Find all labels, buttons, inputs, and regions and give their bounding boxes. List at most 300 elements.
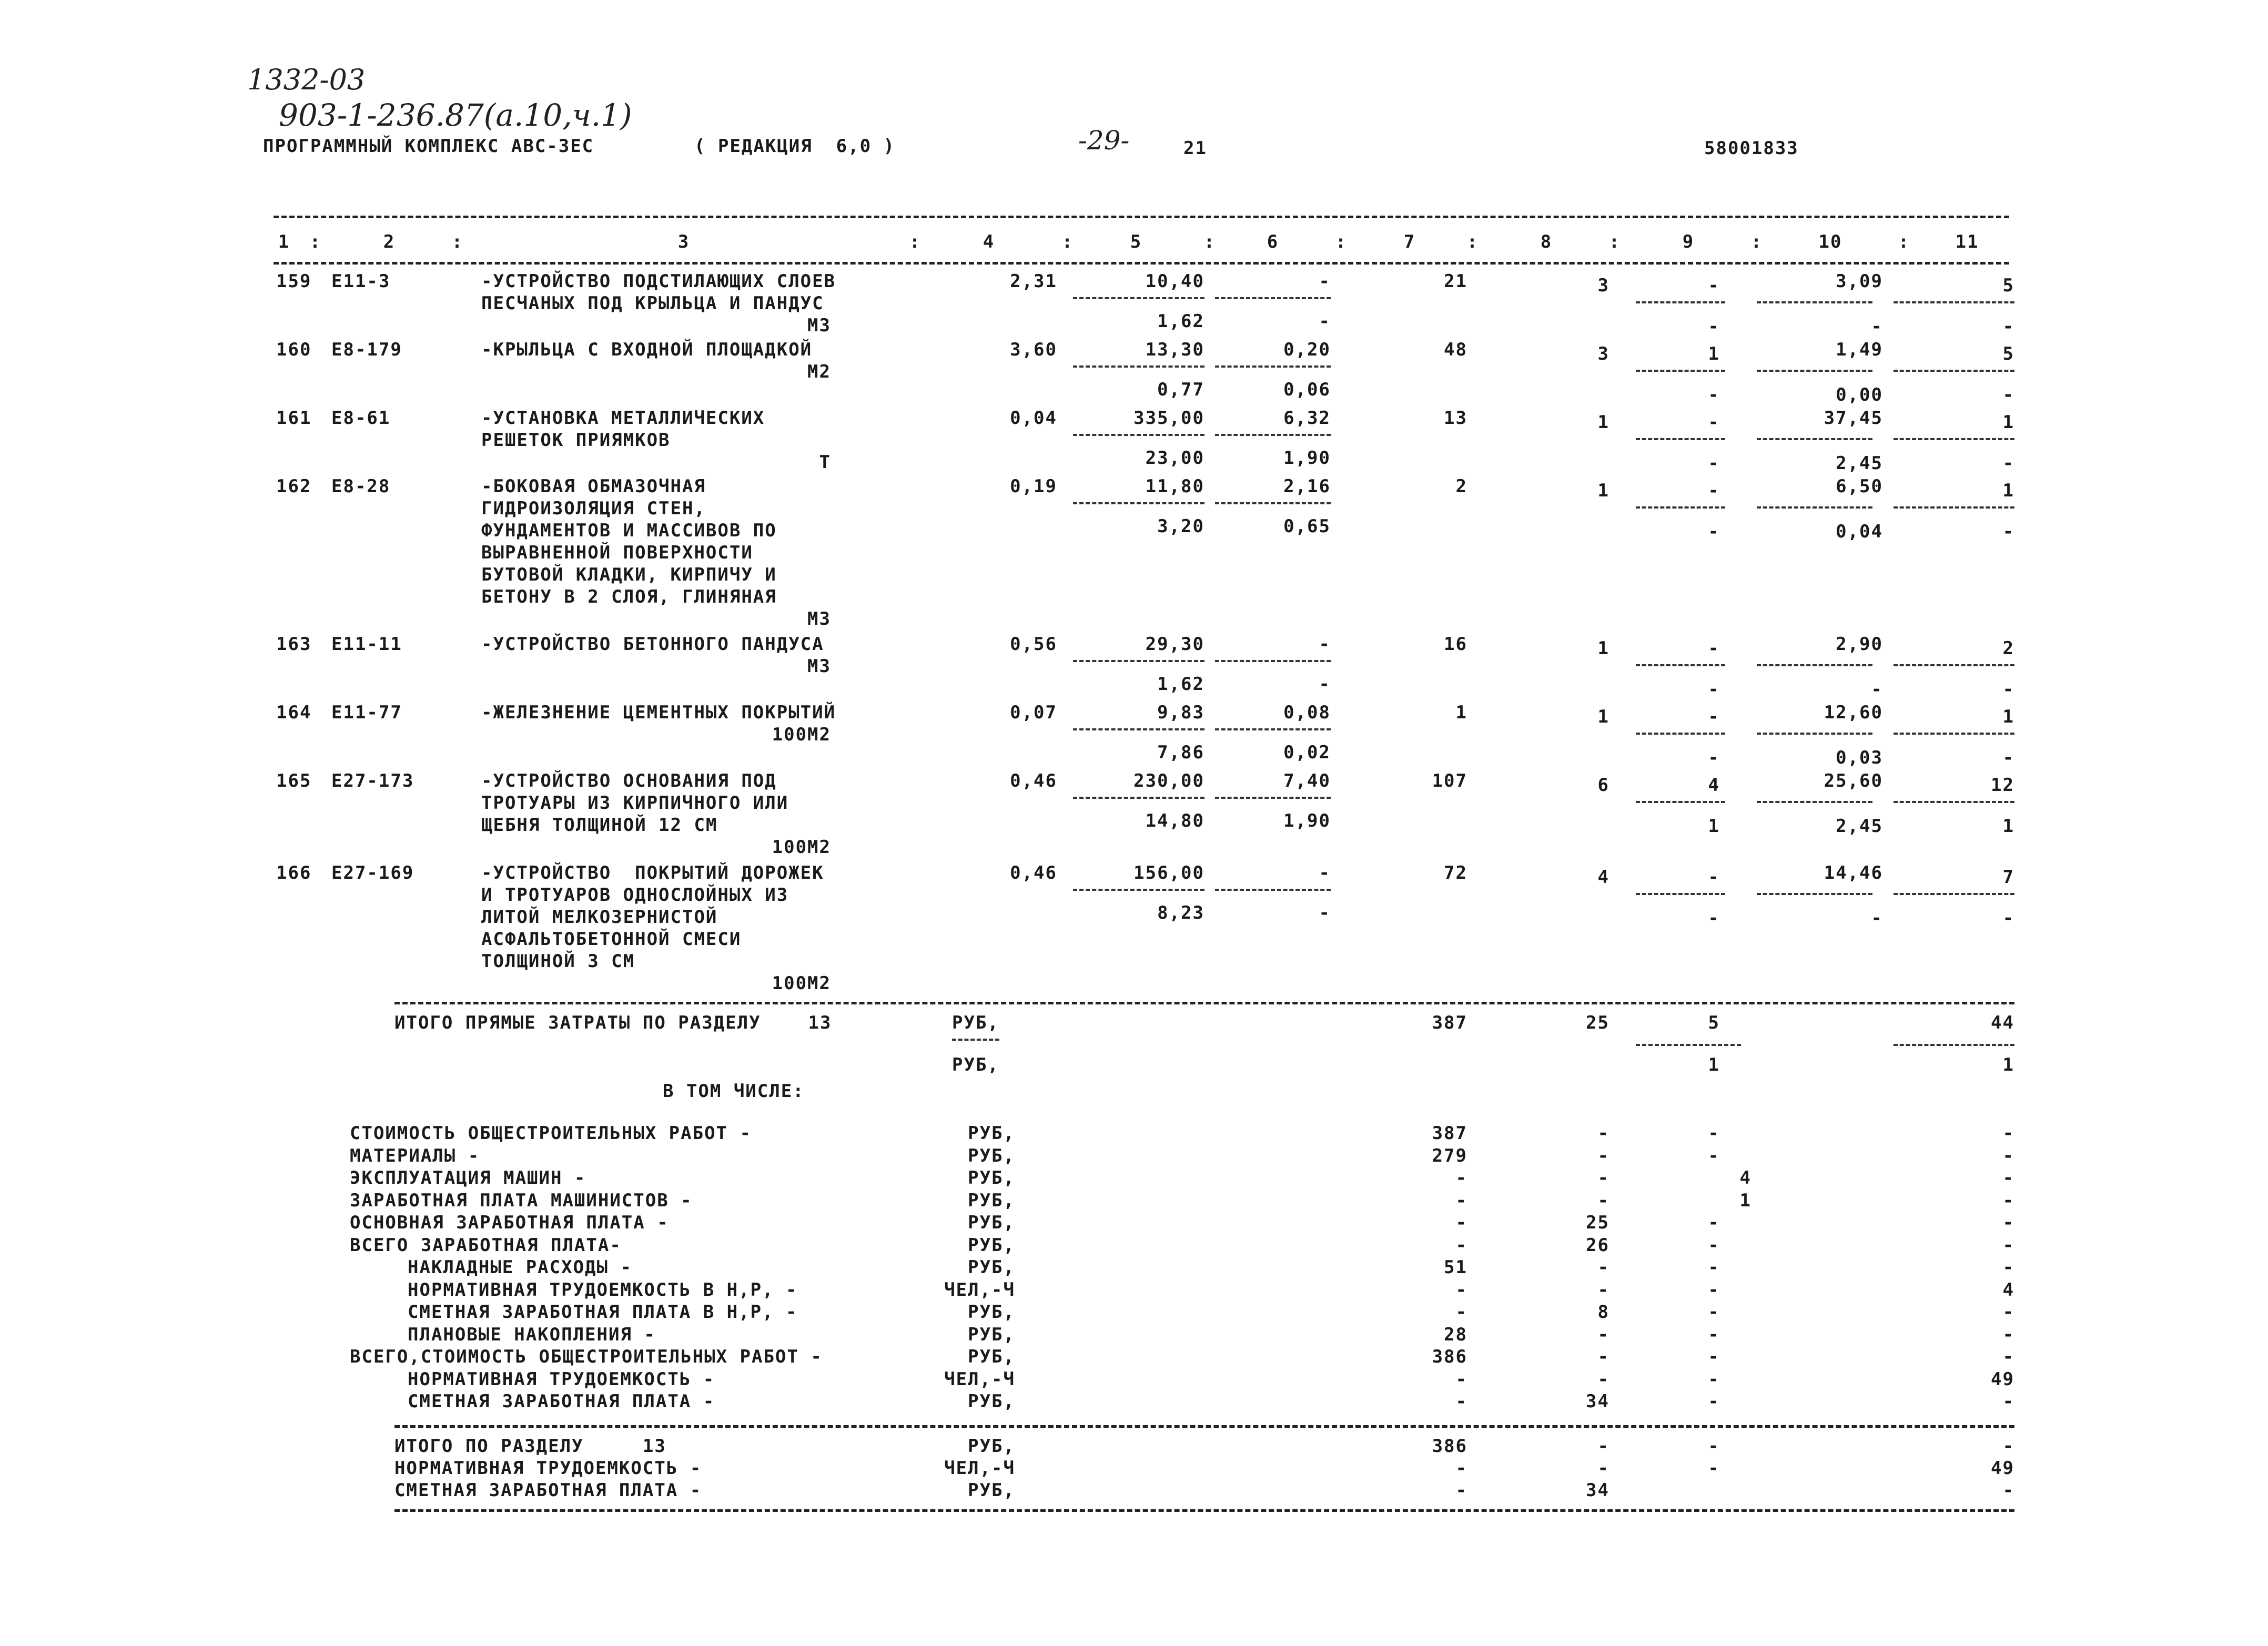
cell-machine-cost: -	[1319, 271, 1331, 292]
cell-unit-cost: 13,30	[1145, 339, 1204, 360]
breakdown-label: НОРМАТИВНАЯ ТРУДОЕМКОСТЬ -	[408, 1368, 715, 1390]
breakdown-machine: -	[1708, 1234, 1720, 1256]
column-header-11: 11	[1955, 231, 1979, 252]
breakdown-wage: 25	[1586, 1212, 1609, 1233]
row-unit: М3	[807, 656, 831, 677]
cell-wage-total: 1	[1597, 638, 1609, 659]
section-total-cost: -	[1455, 1458, 1467, 1479]
breakdown-total: -	[1455, 1190, 1467, 1211]
cell-total-cost: 107	[1432, 770, 1467, 791]
row-description-line: -КРЫЛЬЦА С ВХОДНОЙ ПЛОЩАДКОЙ	[481, 339, 813, 360]
cell-total-cost: 21	[1444, 271, 1467, 292]
cell-labor: 1,49	[1836, 339, 1883, 360]
cell-machine-wage-total: -	[1708, 747, 1720, 768]
breakdown-machine-extra: 4	[1739, 1167, 1751, 1188]
cell-machine-total: -	[1708, 706, 1720, 727]
cell-divider	[1636, 801, 1725, 803]
column-header-3: 3	[677, 231, 690, 252]
row-description-line: -УСТАНОВКА МЕТАЛЛИЧЕСКИХ	[481, 408, 765, 429]
cell-divider	[1757, 370, 1872, 372]
cell-labor: 2,90	[1836, 634, 1883, 655]
section-total-labor: -	[2002, 1480, 2014, 1501]
breakdown-unit: РУБ,	[968, 1123, 1015, 1144]
cell-machine-total: -	[1708, 480, 1720, 501]
cell-labor-total: 5	[2002, 275, 2014, 296]
cell-divider	[1894, 733, 2014, 735]
cell-machine-wage: -	[1319, 311, 1331, 332]
cell-labor-machinist-total: -	[2002, 453, 2014, 474]
row-number: 165	[276, 770, 312, 791]
cell-divider	[1757, 301, 1872, 303]
cell-divider	[1757, 438, 1872, 440]
section-total-cost: 386	[1432, 1436, 1467, 1457]
cell-quantity: 2,31	[1010, 271, 1057, 292]
total-direct-cost: 387	[1432, 1012, 1467, 1033]
cell-unit-cost-wage: 23,00	[1145, 448, 1204, 469]
cell-divider	[1757, 664, 1872, 666]
breakdown-machine: -	[1708, 1346, 1720, 1367]
cell-labor-machinist: -	[1871, 908, 1883, 929]
cell-wage-total: 3	[1597, 275, 1609, 296]
section-total-bottom-rule	[394, 1509, 2014, 1512]
breakdown-wage: -	[1597, 1346, 1609, 1367]
breakdown-machine: -	[1708, 1257, 1720, 1278]
document-code: 58001833	[1704, 138, 1799, 159]
row-description-line: БЕТОНУ В 2 СЛОЯ, ГЛИНЯНАЯ	[481, 586, 777, 607]
row-unit: 100М2	[772, 973, 831, 994]
total-direct-labor: 44	[1991, 1012, 2014, 1033]
cell-machine-wage: 1,90	[1283, 448, 1331, 469]
column-header-1: 1	[278, 231, 290, 252]
breakdown-wage: -	[1597, 1279, 1609, 1300]
cell-unit-cost-wage: 1,62	[1157, 311, 1204, 332]
breakdown-labor: -	[2002, 1257, 2014, 1278]
breakdown-labor: 4	[2002, 1279, 2014, 1300]
cell-divider	[1073, 889, 1204, 891]
cell-labor: 6,50	[1836, 476, 1883, 497]
cell-total-cost: 2	[1455, 476, 1467, 497]
cell-divider	[1757, 893, 1872, 895]
cell-divider	[1894, 301, 2014, 303]
column-divider: :	[1061, 231, 1074, 252]
row-description-line: -УСТРОЙСТВО БЕТОННОГО ПАНДУСА	[481, 634, 824, 655]
breakdown-total: -	[1455, 1302, 1467, 1323]
cell-wage-total: 4	[1597, 867, 1609, 888]
breakdown-wage: -	[1597, 1257, 1609, 1278]
breakdown-machine: -	[1708, 1368, 1720, 1390]
breakdown-unit: РУБ,	[968, 1190, 1015, 1211]
row-code: Е8-61	[331, 408, 391, 429]
breakdown-label: СМЕТНАЯ ЗАРАБОТНАЯ ПЛАТА В Н,Р, -	[408, 1302, 798, 1323]
cell-machine-total: 4	[1708, 775, 1720, 796]
cell-divider	[1894, 664, 2014, 666]
row-description-line: ВЫРАВНЕННОЙ ПОВЕРХНОСТИ	[481, 542, 753, 563]
cell-labor-machinist: 0,04	[1836, 521, 1883, 542]
breakdown-labor: -	[2002, 1212, 2014, 1233]
header-top-rule	[274, 216, 2009, 218]
row-code: Е8-28	[331, 476, 391, 497]
cell-divider	[1073, 660, 1204, 662]
breakdown-machine: -	[1708, 1123, 1720, 1144]
row-code: Е11-3	[331, 271, 391, 292]
row-description-line: РЕШЕТОК ПРИЯМКОВ	[481, 430, 671, 451]
breakdown-unit: РУБ,	[968, 1167, 1015, 1188]
cell-wage-total: 1	[1597, 706, 1609, 727]
cell-labor-total: 1	[2002, 480, 2014, 501]
breakdown-labor: 49	[1991, 1368, 2014, 1390]
row-description-line: ФУНДАМЕНТОВ И МАССИВОВ ПО	[481, 520, 777, 541]
cell-machine-wage-total: 1	[1708, 816, 1720, 837]
section-total-labor: -	[2002, 1436, 2014, 1457]
column-header-7: 7	[1403, 231, 1416, 252]
breakdown-unit: РУБ,	[968, 1324, 1015, 1345]
cell-divider	[1073, 728, 1204, 730]
breakdown-label: ВСЕГО,СТОИМОСТЬ ОБЩЕСТРОИТЕЛЬНЫХ РАБОТ -	[350, 1346, 823, 1367]
row-code: Е27-169	[331, 862, 414, 883]
breakdown-machine-extra: 1	[1739, 1190, 1751, 1211]
cell-machine-wage: -	[1319, 674, 1331, 695]
row-description-line: -БОКОВАЯ ОБМАЗОЧНАЯ	[481, 476, 706, 497]
cell-labor-machinist-total: -	[2002, 679, 2014, 700]
row-description-line: ГИДРОИЗОЛЯЦИЯ СТЕН,	[481, 498, 706, 519]
row-description-line: АСФАЛЬТОБЕТОННОЙ СМЕСИ	[481, 929, 742, 950]
cell-divider	[1073, 797, 1204, 799]
breakdown-labor: -	[2002, 1324, 2014, 1345]
row-unit: М3	[807, 608, 831, 629]
cell-divider	[1636, 893, 1725, 895]
breakdown-unit: РУБ,	[968, 1145, 1015, 1166]
row-code: Е27-173	[331, 770, 414, 791]
handwritten-doc-number: 1332-03	[247, 63, 366, 96]
cell-machine-wage-total: -	[1708, 453, 1720, 474]
row-unit: М3	[807, 315, 831, 336]
cell-total-cost: 13	[1444, 408, 1467, 429]
cell-machine-wage: 1,90	[1283, 810, 1331, 831]
cell-unit-cost-wage: 8,23	[1157, 902, 1204, 923]
including-label: В ТОМ ЧИСЛЕ:	[663, 1081, 805, 1102]
cell-quantity: 3,60	[1010, 339, 1057, 360]
cell-machine-cost: -	[1319, 634, 1331, 655]
row-description-line: -ЖЕЛЕЗНЕНИЕ ЦЕМЕНТНЫХ ПОКРЫТИЙ	[481, 702, 836, 723]
cell-labor-machinist-total: 1	[2002, 816, 2014, 837]
total-direct-wage: 25	[1586, 1012, 1609, 1033]
breakdown-total: 387	[1432, 1123, 1467, 1144]
section-total-unit: ЧЕЛ,-Ч	[944, 1458, 1015, 1479]
cell-quantity: 0,46	[1010, 770, 1057, 791]
breakdown-unit: ЧЕЛ,-Ч	[944, 1368, 1015, 1390]
cell-quantity: 0,19	[1010, 476, 1057, 497]
breakdown-label: СТОИМОСТЬ ОБЩЕСТРОИТЕЛЬНЫХ РАБОТ -	[350, 1123, 752, 1144]
breakdown-label: МАТЕРИАЛЫ -	[350, 1145, 480, 1166]
cell-total-cost: 16	[1444, 634, 1467, 655]
cell-wage-total: 1	[1597, 412, 1609, 433]
cell-divider	[1073, 297, 1204, 299]
breakdown-label: ПЛАНОВЫЕ НАКОПЛЕНИЯ -	[408, 1324, 656, 1345]
cell-machine-total: 1	[1708, 343, 1720, 364]
total-direct-divider	[1894, 1044, 2014, 1046]
cell-divider	[1636, 438, 1725, 440]
breakdown-total: -	[1455, 1368, 1467, 1390]
breakdown-label: СМЕТНАЯ ЗАРАБОТНАЯ ПЛАТА -	[408, 1391, 715, 1412]
cell-machine-cost: -	[1319, 862, 1331, 883]
cell-divider	[1073, 365, 1204, 368]
breakdown-wage: -	[1597, 1123, 1609, 1144]
row-unit: Т	[819, 452, 831, 473]
cell-labor-machinist: -	[1871, 679, 1883, 700]
cell-unit-cost-wage: 1,62	[1157, 674, 1204, 695]
cell-divider	[1757, 801, 1872, 803]
column-divider: :	[451, 231, 464, 252]
cell-divider	[1636, 370, 1725, 372]
breakdown-labor: -	[2002, 1302, 2014, 1323]
sheet-number: 21	[1183, 138, 1207, 159]
cell-wage-total: 1	[1597, 480, 1609, 501]
cell-divider	[1215, 502, 1331, 504]
breakdown-total: 51	[1444, 1257, 1467, 1278]
cell-labor-total: 7	[2002, 867, 2014, 888]
row-description-line: ТОЛЩИНОЙ 3 СМ	[481, 951, 635, 972]
cell-labor-machinist: 2,45	[1836, 816, 1883, 837]
cell-divider	[1894, 801, 2014, 803]
breakdown-labor: -	[2002, 1123, 2014, 1144]
breakdown-labor: -	[2002, 1346, 2014, 1367]
section-total-top-rule	[394, 1425, 2014, 1428]
section-total-label: НОРМАТИВНАЯ ТРУДОЕМКОСТЬ -	[394, 1458, 702, 1479]
cell-machine-wage: 0,06	[1283, 379, 1331, 400]
cell-divider	[1215, 660, 1331, 662]
breakdown-machine: -	[1708, 1324, 1720, 1345]
cell-labor-total: 1	[2002, 706, 2014, 727]
breakdown-total: 279	[1432, 1145, 1467, 1166]
column-header-10: 10	[1818, 231, 1842, 252]
cell-labor-machinist: 0,03	[1836, 747, 1883, 768]
total-direct-machine: 5	[1708, 1012, 1720, 1033]
total-direct-unit: РУБ,	[952, 1012, 999, 1033]
row-description-line: ПЕСЧАНЫХ ПОД КРЫЛЬЦА И ПАНДУС	[481, 293, 824, 314]
section-total-unit: РУБ,	[968, 1436, 1015, 1457]
column-header-6: 6	[1267, 231, 1279, 252]
cell-machine-wage: -	[1319, 902, 1331, 923]
cell-machine-total: -	[1708, 412, 1720, 433]
handwritten-page-number: -29-	[1078, 125, 1130, 156]
header-bottom-rule	[274, 262, 2009, 265]
cell-divider	[1894, 438, 2014, 440]
breakdown-machine: -	[1708, 1212, 1720, 1233]
cell-divider	[1894, 370, 2014, 372]
totals-top-rule	[394, 1002, 2014, 1004]
cell-unit-cost: 335,00	[1133, 408, 1204, 429]
row-number: 160	[276, 339, 312, 360]
column-header-5: 5	[1130, 231, 1142, 252]
section-total-labor: 49	[1991, 1458, 2014, 1479]
cell-quantity: 0,46	[1010, 862, 1057, 883]
cell-labor-machinist: -	[1871, 316, 1883, 337]
cell-machine-wage-total: -	[1708, 521, 1720, 542]
cell-machine-wage-total: -	[1708, 316, 1720, 337]
breakdown-labor: -	[2002, 1234, 2014, 1256]
column-divider: :	[309, 231, 322, 252]
row-description-line: ТРОТУАРЫ ИЗ КИРПИЧНОГО ИЛИ	[481, 792, 789, 814]
cell-machine-wage: 0,65	[1283, 516, 1331, 537]
row-code: Е8-179	[331, 339, 402, 360]
row-number: 161	[276, 408, 312, 429]
handwritten-project-code: 903-1-236.87(а.10,ч.1)	[279, 97, 632, 133]
column-divider: :	[1750, 231, 1763, 252]
cell-unit-cost-wage: 3,20	[1157, 516, 1204, 537]
cell-labor-machinist-total: -	[2002, 316, 2014, 337]
breakdown-machine: -	[1708, 1302, 1720, 1323]
cell-machine-cost: 2,16	[1283, 476, 1331, 497]
cell-machine-wage-total: -	[1708, 679, 1720, 700]
breakdown-wage: -	[1597, 1324, 1609, 1345]
column-divider: :	[1203, 231, 1216, 252]
cell-labor: 14,46	[1824, 862, 1883, 883]
breakdown-unit: РУБ,	[968, 1257, 1015, 1278]
breakdown-unit: РУБ,	[968, 1302, 1015, 1323]
breakdown-label: ВСЕГО ЗАРАБОТНАЯ ПЛАТА-	[350, 1234, 622, 1256]
cell-labor-total: 2	[2002, 638, 2014, 659]
total-direct-divider	[952, 1039, 999, 1041]
cell-divider	[1636, 301, 1725, 303]
breakdown-wage: 8	[1597, 1302, 1609, 1323]
cell-divider	[1894, 893, 2014, 895]
breakdown-label: ОСНОВНАЯ ЗАРАБОТНАЯ ПЛАТА -	[350, 1212, 669, 1233]
column-divider: :	[1335, 231, 1348, 252]
cell-unit-cost: 10,40	[1145, 271, 1204, 292]
breakdown-unit: РУБ,	[968, 1346, 1015, 1367]
cell-divider	[1636, 733, 1725, 735]
breakdown-label: НАКЛАДНЫЕ РАСХОДЫ -	[408, 1257, 632, 1278]
cell-machine-wage: 0,02	[1283, 742, 1331, 763]
cell-labor-total: 5	[2002, 343, 2014, 364]
row-number: 166	[276, 862, 312, 883]
total-direct-divider	[1636, 1044, 1741, 1046]
edition-label: ( РЕДАКЦИЯ 6,0 )	[694, 136, 895, 157]
breakdown-wage: -	[1597, 1190, 1609, 1211]
cell-unit-cost: 230,00	[1133, 770, 1204, 791]
cell-machine-total: -	[1708, 867, 1720, 888]
row-description-line: -УСТРОЙСТВО ОСНОВАНИЯ ПОД	[481, 770, 777, 791]
row-code: Е11-77	[331, 702, 402, 723]
breakdown-unit: РУБ,	[968, 1391, 1015, 1412]
cell-machine-total: -	[1708, 638, 1720, 659]
row-description-line: -УСТРОЙСТВО ПОДСТИЛАЮЩИХ СЛОЕВ	[481, 271, 836, 292]
row-unit: М2	[807, 361, 831, 382]
row-description-line: -УСТРОЙСТВО ПОКРЫТИЙ ДОРОЖЕК	[481, 862, 824, 883]
cell-machine-cost: 0,08	[1283, 702, 1331, 723]
breakdown-wage: -	[1597, 1167, 1609, 1188]
cell-divider	[1757, 506, 1872, 509]
cell-unit-cost-wage: 7,86	[1157, 742, 1204, 763]
cell-labor-total: 1	[2002, 412, 2014, 433]
cell-labor-total: 12	[1991, 775, 2014, 796]
total-direct-machine-wage: 1	[1708, 1054, 1720, 1075]
total-direct-labor-2: 1	[2002, 1054, 2014, 1075]
cell-divider	[1636, 506, 1725, 509]
breakdown-label: ЗАРАБОТНАЯ ПЛАТА МАШИНИСТОВ -	[350, 1190, 693, 1211]
row-number: 163	[276, 634, 312, 655]
cell-labor: 37,45	[1824, 408, 1883, 429]
column-header-8: 8	[1540, 231, 1553, 252]
column-header-4: 4	[983, 231, 995, 252]
cell-divider	[1215, 297, 1331, 299]
cell-machine-total: -	[1708, 275, 1720, 296]
row-number: 159	[276, 271, 312, 292]
cell-divider	[1215, 889, 1331, 891]
cell-machine-cost: 7,40	[1283, 770, 1331, 791]
cell-unit-cost: 9,83	[1157, 702, 1204, 723]
breakdown-total: 28	[1444, 1324, 1467, 1345]
breakdown-labor: -	[2002, 1391, 2014, 1412]
section-total-wage: 34	[1586, 1480, 1609, 1501]
breakdown-unit: РУБ,	[968, 1212, 1015, 1233]
section-total-machine: -	[1708, 1458, 1720, 1479]
row-number: 162	[276, 476, 312, 497]
cell-machine-wage-total: -	[1708, 908, 1720, 929]
cell-labor-machinist-total: -	[2002, 384, 2014, 405]
cell-wage-total: 6	[1597, 775, 1609, 796]
breakdown-wage: -	[1597, 1368, 1609, 1390]
cell-labor-machinist: 0,00	[1836, 384, 1883, 405]
column-divider: :	[909, 231, 922, 252]
row-description-line: ЩЕБНЯ ТОЛЩИНОЙ 12 СМ	[481, 815, 718, 836]
cell-labor-machinist-total: -	[2002, 521, 2014, 542]
row-description-line: БУТОВОЙ КЛАДКИ, КИРПИЧУ И	[481, 564, 777, 585]
column-divider: :	[1608, 231, 1621, 252]
breakdown-total: -	[1455, 1212, 1467, 1233]
section-total-cost: -	[1455, 1480, 1467, 1501]
column-header-9: 9	[1682, 231, 1695, 252]
cell-divider	[1757, 733, 1872, 735]
cell-divider	[1073, 434, 1204, 436]
cell-labor-machinist-total: -	[2002, 908, 2014, 929]
breakdown-labor: -	[2002, 1190, 2014, 1211]
row-number: 164	[276, 702, 312, 723]
breakdown-total: -	[1455, 1279, 1467, 1300]
cell-machine-cost: 6,32	[1283, 408, 1331, 429]
breakdown-label: НОРМАТИВНАЯ ТРУДОЕМКОСТЬ В Н,Р, -	[408, 1279, 798, 1300]
cell-unit-cost-wage: 14,80	[1145, 810, 1204, 831]
cell-unit-cost: 156,00	[1133, 862, 1204, 883]
row-description-line: И ТРОТУАРОВ ОДНОСЛОЙНЫХ ИЗ	[481, 885, 789, 906]
section-total-unit: РУБ,	[968, 1480, 1015, 1501]
section-total-wage: -	[1597, 1436, 1609, 1457]
breakdown-unit: ЧЕЛ,-Ч	[944, 1279, 1015, 1300]
cell-total-cost: 48	[1444, 339, 1467, 360]
section-total-machine: -	[1708, 1436, 1720, 1457]
breakdown-wage: 34	[1586, 1391, 1609, 1412]
cell-divider	[1215, 797, 1331, 799]
breakdown-total: -	[1455, 1167, 1467, 1188]
column-divider: :	[1898, 231, 1910, 252]
cell-divider	[1215, 365, 1331, 368]
cell-quantity: 0,04	[1010, 408, 1057, 429]
section-total-wage: -	[1597, 1458, 1609, 1479]
cell-divider	[1636, 664, 1725, 666]
cell-unit-cost: 11,80	[1145, 476, 1204, 497]
breakdown-machine: -	[1708, 1145, 1720, 1166]
row-code: Е11-11	[331, 634, 402, 655]
cell-machine-wage-total: -	[1708, 384, 1720, 405]
breakdown-machine: -	[1708, 1391, 1720, 1412]
breakdown-wage: -	[1597, 1145, 1609, 1166]
row-unit: 100М2	[772, 724, 831, 745]
section-total-label: ИТОГО ПО РАЗДЕЛУ 13	[394, 1436, 666, 1457]
cell-labor: 3,09	[1836, 271, 1883, 292]
cell-labor-machinist: 2,45	[1836, 453, 1883, 474]
breakdown-machine: -	[1708, 1279, 1720, 1300]
cell-quantity: 0,07	[1010, 702, 1057, 723]
